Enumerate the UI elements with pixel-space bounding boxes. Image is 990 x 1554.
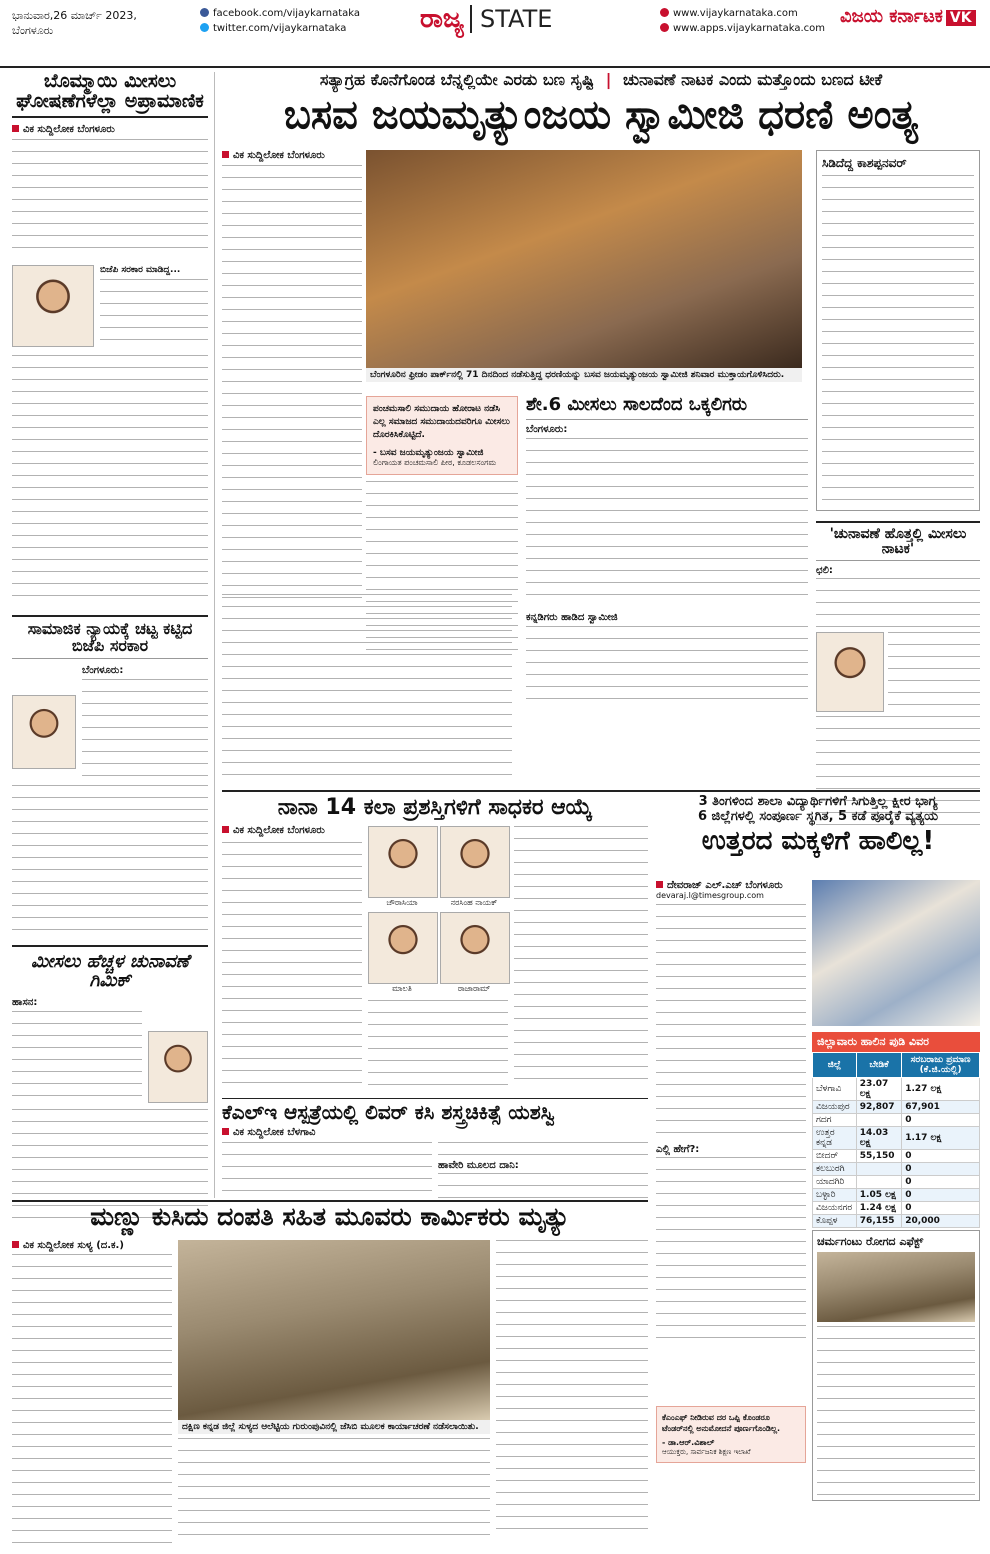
jcb-photo — [178, 1240, 490, 1420]
protest-photo — [366, 150, 802, 368]
table-row — [813, 1202, 980, 1215]
article-body — [222, 1142, 432, 1202]
awardee-portrait — [368, 912, 438, 984]
article-body — [222, 842, 362, 1090]
milk-body — [656, 880, 806, 1347]
sidebar-title: ಸಿಡಿದೆದ್ದ ಕಾಶಪ್ಪನವರ್ — [822, 156, 907, 170]
article-body — [12, 1254, 172, 1550]
milk-byline: ದೇವರಾಜ್ ಎಲ್.ಎಚ್ ಬೆಂಗಳೂರು — [656, 880, 806, 891]
article-body — [222, 165, 362, 601]
table-cell — [856, 1114, 901, 1127]
awardee-portrait — [440, 912, 510, 984]
lead-headline: ಬಸವ ಜಯಮೃತ್ಯುಂಜಯ ಸ್ವಾಮೀಜಿ ಧರಣಿ ಅಂತ್ಯ — [283, 92, 919, 138]
right-sidebar — [816, 150, 980, 836]
table-cell: 20,000 — [902, 1215, 980, 1228]
awards-byline: ವಿಕ ಸುದ್ದಿಲೋಕ ಬೆಂಗಳೂರು — [222, 825, 648, 836]
awardee-name: ನರಸಿಂಹ ನಾಯಕ್ — [450, 898, 498, 907]
table-cell: ಬೆಳಗಾವಿ — [813, 1078, 857, 1101]
politician-portrait — [148, 1031, 208, 1103]
photo-caption: ಬೆಂಗಳೂರಿನ ಫ್ರೀಡಂ ಪಾರ್ಕ್‌ನಲ್ಲಿ 71 ದಿನದಿಂದ ನಡೆಸುತ್ತಿದ್ದ ಧರಣಿಯನ್ನು ಬಸವ ಜಯಮೃತ್ಯುಂಜಯ ಸ್ವಾಮೀಜಿ ಶನಿವಾರ ಮುಕ್ತಾಯಗೊಳಿಸಿದರು. — [366, 368, 802, 382]
awardee-name: ಮಾಲತಿ — [392, 984, 412, 993]
sub-head: ಹಾವೇರಿ ಮೂಲದ ದಾನಿ: — [438, 1160, 519, 1171]
pull-quote: ಬಿಜೆಪಿ ಸರಕಾರ ಮಾಡಿದ್ದ... — [100, 264, 181, 275]
awardee-photos — [368, 826, 508, 994]
section-rule — [222, 1098, 648, 1099]
article-body — [526, 438, 808, 606]
table-row — [813, 1101, 980, 1114]
article-body — [12, 785, 208, 937]
liver-byline: ವಿಕ ಸುದ್ದಿಲೋಕ ಬೆಳಗಾವಿ — [222, 1127, 648, 1138]
facebook-link[interactable]: facebook.com/vijaykarnataka — [200, 6, 360, 21]
twitter-link[interactable]: twitter.com/vijaykarnataka — [200, 21, 360, 36]
landslide-body — [12, 1240, 172, 1550]
landslide-story — [12, 1204, 648, 1230]
side-box-title: ಚರ್ಮಗಂಟು ರೋಗದ ಎಫೆಕ್ಟ್ — [817, 1235, 924, 1248]
article-body — [514, 826, 648, 1090]
table-cell: 1.27 ಲಕ್ಷ — [902, 1078, 980, 1101]
district-table — [812, 1052, 980, 1228]
table-cell — [856, 1163, 901, 1176]
table-row — [813, 1078, 980, 1101]
milk-headline: ಉತ್ತರದ ಮಕ್ಕಳಿಗೆ ಹಾಲಿಲ್ಲ! — [701, 826, 935, 856]
milk-quote — [656, 1406, 806, 1463]
article-body — [82, 679, 208, 779]
table-cell: 0 — [902, 1163, 980, 1176]
table-cell: 0 — [902, 1189, 980, 1202]
dateline: ಬೆಂಗಳೂರು: — [82, 665, 124, 677]
table-title: ಜಿಲ್ಲಾವಾರು ಹಾಲಿನ ಪುಡಿ ವಿವರ — [812, 1032, 980, 1052]
table-cell: ಯಾದಗಿರಿ — [813, 1176, 857, 1189]
table-cell: 76,155 — [856, 1215, 901, 1228]
table-row — [813, 1189, 980, 1202]
cattle-photo — [817, 1252, 975, 1322]
bullet-icon — [12, 125, 19, 132]
sidebar-quote-title: 'ಚುನಾವಣೆ ಹೊತ್ತಲ್ಲಿ ಮೀಸಲು ನಾಟಕ' — [816, 521, 980, 561]
table-row — [813, 1176, 980, 1189]
social-links — [200, 6, 360, 36]
left-headline-1: ಬೊಮ್ಮಾಯಿ ಮೀಸಲು ಘೋಷಣೆಗಳೆಲ್ಲಾ ಅಪ್ರಾಮಾಣಿಕ — [12, 72, 208, 118]
liver-story — [222, 1102, 648, 1203]
photo-caption: ದಕ್ಷಿಣ ಕನ್ನಡ ಜಿಲ್ಲೆ ಸುಳ್ಯದ ಆಲೆಟ್ಟಿಯ ಗುರುಂಪುವಿನಲ್ಲಿ ಜೆಸಿಬಿ ಮೂಲಕ ಕಾರ್ಯಾಚರಣೆ ನಡೆಸಲಾಯಿತು. — [178, 1420, 490, 1434]
lead-byline: ವಿಕ ಸುದ್ದಿಲೋಕ ಬೆಂಗಳೂರು — [222, 150, 362, 161]
table-row — [813, 1114, 980, 1127]
table-cell: 92,807 — [856, 1101, 901, 1114]
disease-box — [812, 1230, 980, 1501]
twitter-icon — [200, 23, 209, 32]
bullet-icon — [222, 151, 229, 158]
article-body — [656, 1157, 806, 1347]
politician-portrait — [12, 265, 94, 347]
politician-portrait — [12, 695, 76, 769]
column-header: ಬೇಡಿಕೆ — [856, 1053, 901, 1078]
brand-logo: ವಿಜಯ ಕರ್ನಾಟಕ VK — [840, 6, 976, 27]
milk-kicker-2: 6 ಜಿಲ್ಲೆಗಳಲ್ಲಿ ಸಂಪೂರ್ಣ ಸ್ಥಗಿತ, 5 ಕಡೆ ಪೂರೈಕೆ ವ್ಯತ್ಯಯ — [697, 809, 939, 824]
article-body — [822, 175, 974, 505]
table-cell: 0 — [902, 1114, 980, 1127]
table-cell: 0 — [902, 1150, 980, 1163]
awardee-name: ರಾಜಾರಾಮ್ — [457, 984, 491, 993]
table-cell: ಬೀದರ್ — [813, 1150, 857, 1163]
kicker-divider: | — [605, 70, 612, 89]
landslide-headline: ಮಣ್ಣು ಕುಸಿದು ದಂಪತಿ ಸಹಿತ ಮೂವರು ಕಾರ್ಮಿಕರು ಮೃತ್ಯು — [90, 1202, 570, 1231]
table-cell: 55,150 — [856, 1150, 901, 1163]
dateline: ಛಲಿ: — [816, 565, 833, 577]
column-divider — [214, 72, 215, 1198]
table-row — [813, 1127, 980, 1150]
bullet-icon — [656, 881, 663, 888]
students-photo — [812, 880, 980, 1026]
table-cell — [856, 1176, 901, 1189]
article-body — [816, 578, 980, 628]
okkaliga-headline: ಶೇ.6 ಮೀಸಲು ಸಾಲದೆಂದ ಒಕ್ಕಲಿಗರು — [526, 396, 808, 420]
website-link[interactable]: www.vijaykarnataka.com — [660, 6, 825, 21]
table-cell: 23.07 ಲಕ್ಷ — [856, 1078, 901, 1101]
article-body — [438, 1142, 648, 1158]
web-links — [660, 6, 825, 36]
milk-kicker-1: 3 ತಿಂಗಳಿಂದ ಶಾಲಾ ವಿದ್ಯಾರ್ಥಿಗಳಿಗೆ ಸಿಗುತ್ತಿಲ್ಲ ಕ್ಷೀರ ಭಾಗ್ಯ — [698, 794, 938, 809]
globe-icon — [660, 8, 669, 17]
table-row — [813, 1163, 980, 1176]
article-body — [368, 1000, 508, 1090]
lead-photo — [366, 150, 802, 386]
awardee-portrait — [368, 826, 438, 898]
dateline: ಹಾಸನ: — [12, 997, 38, 1009]
sub-head: ಎಲ್ಲಿ ಹೇಗೆ?: — [656, 1144, 700, 1155]
table-cell: ವಿಜಯನಗರ — [813, 1202, 857, 1215]
article-body — [178, 1438, 490, 1542]
article-body — [12, 1011, 142, 1097]
author-email[interactable]: devaraj.l@timesgroup.com — [656, 891, 764, 900]
left-column — [12, 72, 208, 1198]
table-cell: 0 — [902, 1202, 980, 1215]
quote-author: - ಬಸವ ಜಯಮೃತ್ಯುಂಜಯ ಸ್ವಾಮೀಜಿ — [373, 448, 484, 458]
article-body — [817, 1326, 975, 1496]
table-cell: 14.03 ಲಕ್ಷ — [856, 1127, 901, 1150]
article-body — [100, 279, 208, 349]
quote-role: ಲಿಂಗಾಯತ ಪಂಚಮಸಾಲಿ ಪೀಠ, ಕೂಡಲಸಂಗಮ — [373, 458, 497, 467]
awards-headline: ನಾನಾ 14 ಕಲಾ ಪ್ರಶಸ್ತಿಗಳಿಗೆ ಸಾಧಕರ ಆಯ್ಕೆ — [277, 795, 593, 820]
phone-icon — [660, 23, 669, 32]
article-body — [656, 904, 806, 1140]
section-rule — [222, 790, 980, 792]
bullet-icon — [222, 1128, 229, 1135]
politician-portrait — [816, 632, 884, 712]
masthead — [0, 0, 990, 68]
article-body — [496, 1240, 648, 1536]
table-cell: 1.05 ಲಕ್ಷ — [856, 1189, 901, 1202]
column-header: ಜಿಲ್ಲೆ — [813, 1053, 857, 1078]
lead-kicker: ಸತ್ಯಾಗ್ರಹ ಕೊನೆಗೊಂಡ ಬೆನ್ನಲ್ಲಿಯೇ ಎರಡು ಬಣ ಸೃಷ್ಟಿ | ಚುನಾವಣೆ ನಾಟಕ ಎಂದು ಮತ್ತೊಂದು ಬಣದ ಟೀಕೆ — [319, 70, 883, 89]
lead-body-col — [222, 150, 362, 601]
milk-table — [812, 1032, 980, 1228]
awardee-portrait — [440, 826, 510, 898]
milk-story — [656, 794, 980, 855]
facebook-icon — [200, 8, 209, 17]
liver-headline: ಕೆಎಲ್‌ಇ ಆಸ್ಪತ್ರೆಯಲ್ಲಿ ಲಿವರ್ ಕಸಿ ಶಸ್ತ್ರಚಿಕಿತ್ಸೆ ಯಶಸ್ವಿ — [222, 1100, 555, 1124]
table-cell: 67,901 — [902, 1101, 980, 1114]
table-cell: ಗದಗ — [813, 1114, 857, 1127]
article-body — [438, 1173, 648, 1203]
table-row — [813, 1150, 980, 1163]
quote-text: ಪಂಚಮಸಾಲಿ ಸಮುದಾಯ ಹೋರಾಟ ನಡೆಸಿ ಎಲ್ಲ ಸಮಾಜದ ಸಮುದಾಯದವರಿಗೂ ಮೀಸಲು ದೊರಕಿಸಿಕೊಟ್ಟಿದೆ. — [373, 404, 510, 440]
article-body — [888, 632, 980, 710]
left-headline-2: ಸಾಮಾಜಿಕ ನ್ಯಾಯಕ್ಕೆ ಚಟ್ಟ ಕಟ್ಟಿದ ಬಿಜೆಪಿ ಸರಕಾರ — [12, 615, 208, 660]
quote-role: ಆಯುಕ್ತರು, ಸಾರ್ವಜನಿಕ ಶಿಕ್ಷಣ ಇಲಾಖೆ — [662, 1448, 751, 1456]
landslide-byline: ವಿಕ ಸುದ್ದಿಲೋಕ ಸುಳ್ಯ (ದ.ಕ.) — [12, 1240, 172, 1251]
quote-author: - ಡಾ.ಆರ್.ವಿಶಾಲ್ — [662, 1438, 715, 1447]
table-cell: 1.24 ಲಕ್ಷ — [856, 1202, 901, 1215]
awardee-name: ಚೌರಾಸಿಯಾ — [386, 898, 418, 907]
bullet-icon — [222, 826, 229, 833]
dateline: ಬೆಂಗಳೂರು: — [526, 423, 568, 435]
issue-date: ಭಾನುವಾರ,26 ಮಾರ್ಚ್ 2023, ಬೆಂಗಳೂರು — [12, 9, 137, 37]
article-body — [12, 139, 208, 259]
landslide-photo-block — [178, 1240, 490, 1542]
table-cell: ಬಳ್ಳಾರಿ — [813, 1189, 857, 1202]
left-byline-1: ವಿಕ ಸುದ್ದಿಲೋಕ ಬೆಂಗಳೂರು — [12, 124, 208, 135]
article-body — [526, 626, 808, 706]
section-title: ರಾಜ್ಯ STATE — [420, 4, 553, 34]
table-cell: ಕಲಬುರಗಿ — [813, 1163, 857, 1176]
table-cell: ಕೊಪ್ಪಳ — [813, 1215, 857, 1228]
article-body — [12, 355, 208, 607]
bullet-icon — [12, 1241, 19, 1248]
apps-link[interactable]: www.apps.vijaykarnataka.com — [660, 21, 825, 36]
quote-text: ಕೆಎಂಎಫ್ ನೀಡಿರುವ ದರ ಒಪ್ಪಿ ಕೊಂಡರೂ ಟೆಂಡರ್‌ನಲ್ಲಿ ಅನುಮೋದನೆ ಪೂರ್ಣಗೊಂಡಿಲ್ಲ. — [662, 1413, 781, 1433]
left-headline-3: ಮೀಸಲು ಹೆಚ್ಚಳ ಚುನಾವಣೆ ಗಿಮಿಕ್ — [12, 945, 208, 991]
table-cell: ವಿಜಯಪುರ — [813, 1101, 857, 1114]
column-header: ಸರಬರಾಜು ಪ್ರಮಾಣ (ಕೆ.ಜಿ.ಯಲ್ಲಿ) — [902, 1053, 980, 1078]
lead-story — [222, 70, 980, 136]
table-cell: ಉತ್ತರ ಕನ್ನಡ — [813, 1127, 857, 1150]
table-row — [813, 1215, 980, 1228]
table-cell: 1.17 ಲಕ್ಷ — [902, 1127, 980, 1150]
sub-byline: ಕನ್ನಡಿಗರು ಹಾಡಿದ ಸ್ವಾಮೀಜಿ — [526, 611, 618, 623]
table-cell: 0 — [902, 1176, 980, 1189]
okkaliga-story — [526, 396, 808, 706]
article-body — [222, 594, 512, 784]
